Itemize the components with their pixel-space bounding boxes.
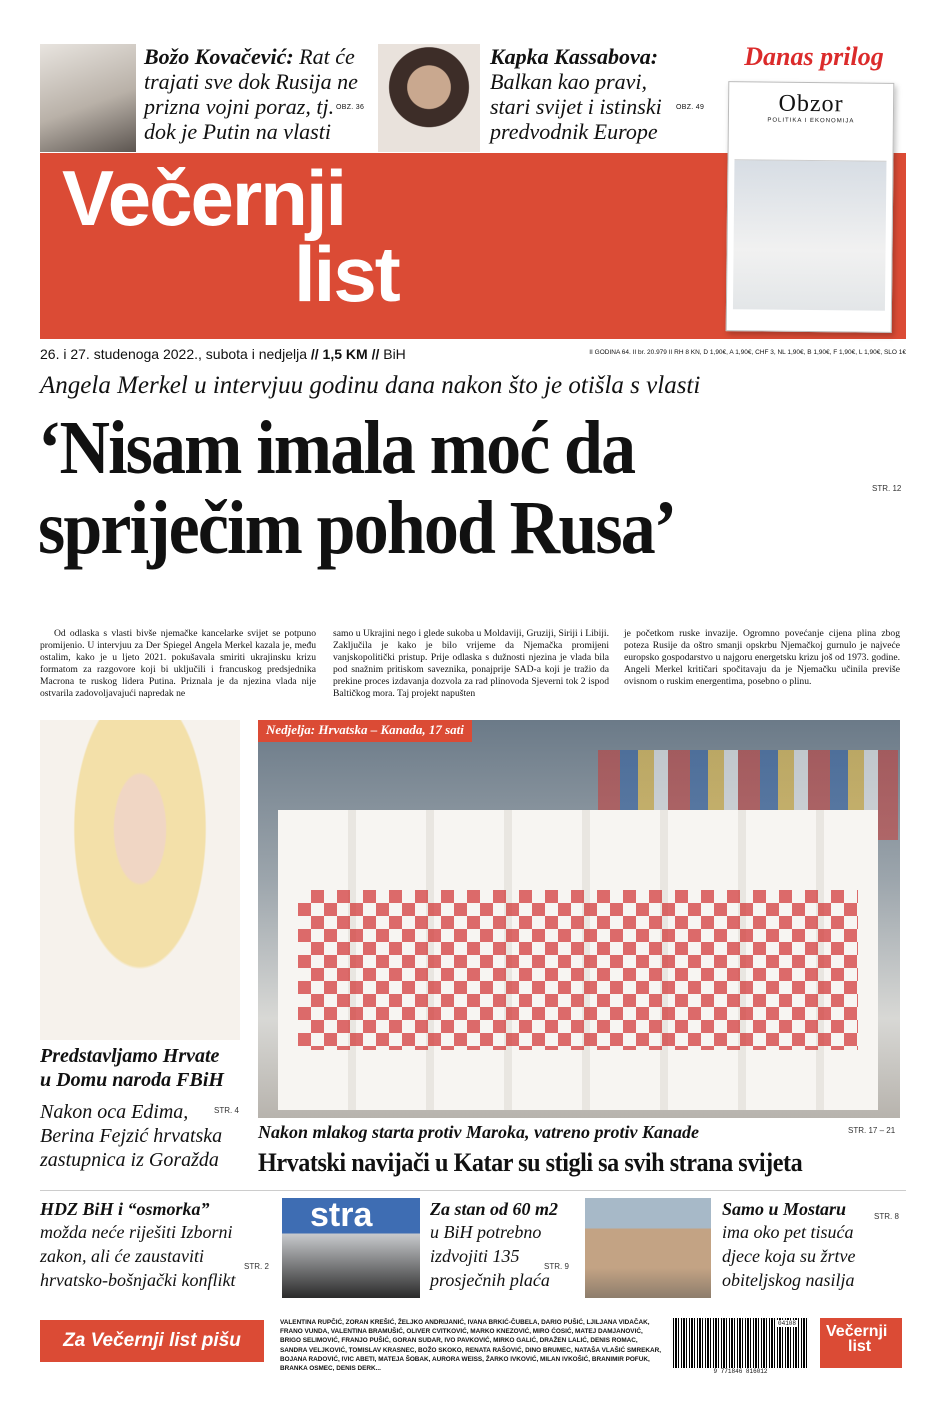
bottom-title: Samo u Mostaru xyxy=(722,1199,847,1219)
teaser-ref: OBZ. 49 xyxy=(676,104,705,111)
text-line: hrvatsko-bošnjački konflikt xyxy=(40,1270,236,1290)
teaser-name: Kapka Kassabova: xyxy=(490,44,659,69)
text-line: ima oko pet tisuća xyxy=(722,1222,854,1242)
text-line: Berina Fejzić hrvatska xyxy=(40,1125,223,1147)
text-line: u BiH potrebno xyxy=(430,1222,542,1242)
logo-line-2: list xyxy=(294,230,399,318)
bottom-title: Za stan od 60 m2 xyxy=(430,1199,559,1219)
headline-line-1: ‘Nisam imala moć da xyxy=(38,406,635,490)
title-line: u Domu naroda FBiH xyxy=(40,1069,224,1091)
divider xyxy=(40,1190,906,1191)
portrait-kovacevic xyxy=(40,44,136,152)
text-line: obiteljskog nasilja xyxy=(722,1270,855,1290)
teaser-text: Balkan kao pravi, stari svijet i istinski predvodnik Europe xyxy=(490,69,662,144)
cover-subtitle: POLITIKA I EKONOMIJA xyxy=(767,117,855,125)
sport-headline[interactable]: Hrvatski navijači u Katar su stigli sa svih strana svijeta xyxy=(258,1148,803,1177)
text-line: zakon, ali će zaustaviti xyxy=(40,1246,204,1266)
cover-illustration xyxy=(733,159,887,311)
foreign-pricing: II GODINA 64. II br. 20.979 II RH 8 KN, D 1,90€, A 1,90€, CHF 3, NL 1,90€, B 1,90€, F 1,90€, L 1,90€, SLO 1€ xyxy=(589,349,906,356)
teaser-kovacevic[interactable] xyxy=(144,44,370,144)
bottom-ref: STR. 9 xyxy=(544,1262,569,1271)
bottom-ref: STR. 8 xyxy=(874,1212,899,1221)
cover-title: Obzor xyxy=(778,90,844,118)
logo-line: list xyxy=(848,1338,872,1355)
bottom-title: HDZ BiH i “osmorka” xyxy=(40,1199,210,1219)
hdz-photo[interactable] xyxy=(282,1198,420,1298)
photo-banner-text: stra xyxy=(310,1198,373,1234)
left-story-title[interactable] xyxy=(40,1044,255,1092)
masthead-logo[interactable] xyxy=(62,154,442,318)
fans-photo[interactable] xyxy=(258,720,900,1118)
supplement-header xyxy=(722,42,906,72)
lead-ref: STR. 12 xyxy=(872,484,902,493)
issue-region: BiH xyxy=(383,346,406,362)
sport-kicker[interactable]: Nakon mlakog starta protiv Maroka, vatreno protiv Kanade xyxy=(258,1122,700,1142)
lead-body-col-1: Od odlaska s vlasti bivše njemačke kancelarke svijet se potpuno promijenio. U intervjuu za Der Spiegel Angela Merkel kazala je, među ostalim, kako je u ljeto 2021. pokušavala smiriti ukrajinsku krizu formatom za razgovore koji bi uključili i francuskog predsjednika Macrona te ruskog lidera Putina. Priznala je da njezina vlada nije ostvarila zadovoljavajući napredak ne xyxy=(40,628,316,699)
issue-date: 26. i 27. studenoga 2022., subota i nedjelja xyxy=(40,346,307,362)
supplement-label: Danas prilog xyxy=(744,42,884,71)
lead-kicker[interactable]: Angela Merkel u intervjuu godinu dana nakon što je otišla s vlasti xyxy=(40,372,701,399)
separator: // xyxy=(310,346,319,362)
text-line: djece koja su žrtve xyxy=(722,1246,856,1266)
barcode-number: 9 771846 816012 xyxy=(713,1368,768,1375)
issue-code: 04108 xyxy=(778,1320,797,1327)
teaser-text: Rat će trajati sve dok Rusija ne prizna vojni poraz, tj. dok je Putin na vlasti xyxy=(144,44,358,144)
portrait-kassabova xyxy=(378,44,480,152)
logo-line-1: Večernji xyxy=(62,154,346,242)
title-line: Predstavljamo Hrvate xyxy=(40,1045,220,1067)
checker-pattern xyxy=(298,890,858,1050)
authors-label: Za Večernji list pišu xyxy=(40,1320,264,1362)
teaser-ref: OBZ. 36 xyxy=(336,104,365,111)
text-line: možda neće riješiti Izborni xyxy=(40,1222,233,1242)
bottom-teaser-1[interactable] xyxy=(40,1198,280,1292)
authors-list: VALENTINA RUPČIĆ, ZORAN KREŠIĆ, ŽELJKO ANDRIJANIĆ, IVANA BRKIĆ-ČUBELA, DARIO PUŠIĆ, LJILJANA VIDAČAK, FRANO VUNDA, VALENTINA BRAMUŠIĆ, OLIVER CVITKOVIĆ, MARKO KNEZOVIĆ, MIRO ĆOSIĆ, MATEJ DAMJANOVIĆ, BRIGO SELIMOVIĆ, FRANJO PUŠIĆ, GORAN SUDAR, IVO PAVKOVIĆ, MIRKO GALIĆ, DRAŽEN LALIĆ, DENIS ROMAC, SANDRA VELJKOVIĆ, TOMISLAV KRASNEC, BOŽO SKOKO, RENATA RAŠOVIĆ, DINO BRUMEC, NATAŠA VLAŠIĆ SMREKAR, BOJANA RADOVIĆ, IVIC ABETI, MATEJA ŠOBAK, AURORA WEISS, ŽARKO IVKOVIĆ, MILAN IVKOŠIĆ, BRANIMIR POFUK, BRANKA OSMEC, DENIS DERK... xyxy=(280,1319,661,1373)
match-badge: Nedjelja: Hrvatska – Kanada, 17 sati xyxy=(258,720,472,742)
bottom-teaser-2[interactable] xyxy=(430,1198,580,1292)
bottom-ref: STR. 2 xyxy=(244,1262,269,1271)
sport-ref: STR. 17 – 21 xyxy=(848,1126,896,1135)
issue-price: 1,5 KM xyxy=(322,346,368,362)
text-line: Nakon oca Edima, xyxy=(40,1101,189,1123)
left-story-ref: STR. 4 xyxy=(214,1106,239,1115)
teaser-kassabova[interactable] xyxy=(490,44,686,144)
logo-line: Večernji xyxy=(826,1323,888,1340)
teaser-name: Božo Kovačević: xyxy=(144,44,294,69)
text-line: prosječnih plaća xyxy=(430,1270,550,1290)
headline-line-2: spriječim pohod Rusa’ xyxy=(38,486,676,570)
separator: // xyxy=(371,346,380,362)
lead-body-col-2: samo u Ukrajini nego i glede sukoba u Moldaviji, Gruziji, Siriji i Libiji. Zaključila je kako je bilo vrijeme da Njemačka promijeni vanjskopolitički pristup. Prije odlaska s dužnosti njezina je vlada bila pod snažnim pritiskom saveznika, ponajprije SAD-a koji je tražio da prekine proces izdavanja dozvola za rad plinovoda Sjeverni tok 2 ispod Baltičkog mora. Taj projekt napušten xyxy=(333,628,609,699)
text-line: izdvojiti 135 xyxy=(430,1246,520,1266)
lead-headline[interactable] xyxy=(38,408,820,568)
text-line: zastupnica iz Goražda xyxy=(40,1149,219,1171)
dateline xyxy=(40,346,406,362)
portrait-fejzic[interactable] xyxy=(40,720,240,1040)
footer-logo[interactable] xyxy=(820,1318,902,1368)
housing-photo[interactable] xyxy=(585,1198,711,1298)
lead-body-col-3: je početkom ruske invazije. Ogromno povećanje cijena plina zbog poteza Rusije da oštro smanji opskrbu Njemačkoj gurnulo je najveće europsko gospodarstvo u najgoru energetsku krizu još od 1973. godine. Angeli Merkel kritičari spočitavaju da je Njemačku učinila previše ovisnom o ruskim energentima, posebno o plinu. xyxy=(624,628,900,687)
supplement-cover[interactable] xyxy=(726,81,895,333)
